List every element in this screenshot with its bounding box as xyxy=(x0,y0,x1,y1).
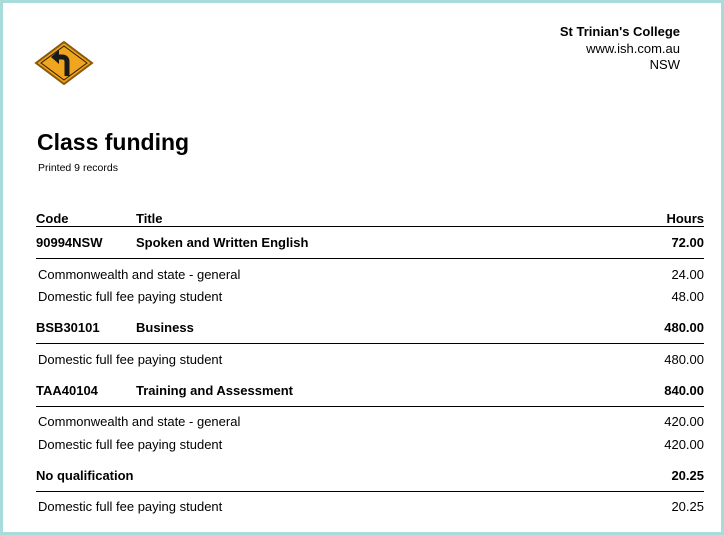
group-hours: 20.25 xyxy=(671,467,704,483)
table-group xyxy=(36,375,704,456)
org-name: St Trinian's College xyxy=(559,24,680,39)
funding-hours: 420.00 xyxy=(664,436,704,452)
table-row xyxy=(36,263,704,286)
group-details xyxy=(36,407,704,456)
table-row xyxy=(36,411,704,434)
funding-hours: 480.00 xyxy=(664,351,704,367)
group-details xyxy=(36,344,704,371)
org-website: www.ish.com.au xyxy=(586,40,680,56)
group-hours: 480.00 xyxy=(664,320,704,335)
funding-hours: 420.00 xyxy=(664,414,704,430)
funding-type-label: Domestic full fee paying student xyxy=(38,289,223,305)
org-state: NSW xyxy=(649,57,680,72)
table-row xyxy=(36,433,704,456)
column-header-hours: Hours xyxy=(666,211,704,226)
table-body xyxy=(36,227,704,518)
funding-type-label: Domestic full fee paying student xyxy=(38,499,223,515)
funding-type-label: Commonwealth and state - general xyxy=(38,266,241,282)
table-row xyxy=(36,496,704,519)
funding-type-label: Domestic full fee paying student xyxy=(38,436,223,452)
group-row xyxy=(36,312,704,344)
report-subtitle: Printed 9 records xyxy=(38,162,118,174)
group-row xyxy=(36,375,704,407)
funding-hours: 48.00 xyxy=(671,289,704,305)
table-row xyxy=(36,286,704,309)
funding-type-label: Commonwealth and state - general xyxy=(38,414,241,430)
group-details xyxy=(36,492,704,519)
group-hours: 840.00 xyxy=(664,382,704,398)
column-header-code: Code xyxy=(36,211,69,226)
group-code: BSB30101 xyxy=(36,320,100,335)
column-header-title: Title xyxy=(136,211,163,226)
report-title: Class funding xyxy=(37,129,190,155)
turn-left-road-sign-icon xyxy=(34,40,94,86)
table-row xyxy=(36,348,704,371)
group-title: Training and Assessment xyxy=(136,382,294,398)
table-header xyxy=(36,204,704,227)
group-row xyxy=(36,227,704,259)
organisation-details xyxy=(560,24,680,74)
group-title: Business xyxy=(136,320,194,335)
funding-type-label: Domestic full fee paying student xyxy=(38,351,223,367)
group-code: TAA40104 xyxy=(36,382,98,398)
group-details xyxy=(36,259,704,308)
group-title: Spoken and Written English xyxy=(136,235,309,250)
group-hours: 72.00 xyxy=(671,235,704,250)
group-code: 90994NSW xyxy=(36,235,103,250)
funding-table xyxy=(36,204,704,518)
table-group xyxy=(36,227,704,308)
funding-hours: 20.25 xyxy=(671,499,704,515)
group-row xyxy=(36,460,704,492)
table-group xyxy=(36,312,704,371)
table-group xyxy=(36,460,704,519)
group-code: No qualification xyxy=(36,467,134,483)
funding-hours: 24.00 xyxy=(671,266,704,282)
